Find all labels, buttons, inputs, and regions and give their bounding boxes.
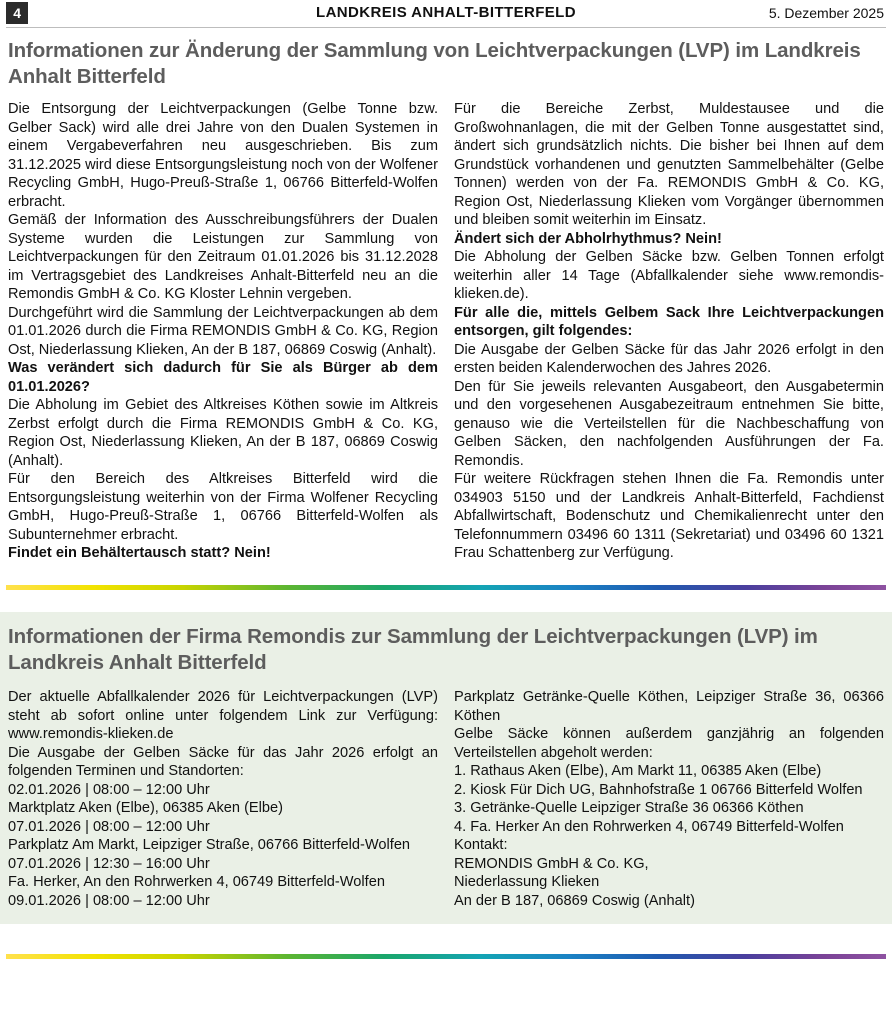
pickup-location: Parkplatz Getränke-Quelle Köthen, Leipziger Straße 36, 06366 Köthen — [454, 689, 884, 724]
publication-title: LANDKREIS ANHALT-BITTERFELD — [316, 4, 576, 21]
pickup-date: 07.01.2026 | 12:30 – 16:00 Uhr — [8, 855, 210, 872]
paragraph: Der aktuelle Abfallkalender 2026 für Leichtverpackungen (LVP) steht ab sofort online unter folgendem Link zur Verfügung: www.remondis-klieken.de — [8, 689, 438, 743]
paragraph: Die Entsorgung der Leichtverpackungen (Gelbe Tonne bzw. Gelber Sack) wird alle drei Jahre von den Dualen Systemen in einem Vergabeverfahren neu ausgeschrieben. Bis zum 31.12.2025 wird diese Entsorgungsleistung noch von der Wolfener Recycling GmbH, Hugo-Preuß-Straße 1, 06766 Bitterfeld-Wolfen erbracht. — [8, 101, 438, 210]
paragraph: Gelbe Säcke können außerdem ganzjährig an folgenden Verteilstellen abgeholt werden: — [454, 726, 884, 761]
paragraph: Den für Sie jeweils relevanten Ausgabeort, den Ausgabetermin und den vorgesehenen Ausgabezeitraum entnehmen Sie bitte, genauso wie die Verteilstellen für die Nachbeschaffung von Gelben Säcken, den nachfolgenden Ausführungen der Fa. Remondis. — [454, 378, 884, 469]
article2-right-column — [454, 688, 884, 910]
contact-branch: Niederlassung Klieken — [454, 874, 600, 891]
contact-address: An der B 187, 06869 Coswig (Anhalt) — [454, 892, 695, 909]
pickup-location: Fa. Herker, An den Rohrwerken 4, 06749 Bitterfeld-Wolfen — [8, 874, 385, 891]
article-remondis-info — [0, 612, 892, 924]
contact-label: Kontakt: — [454, 837, 508, 854]
section-gap — [0, 924, 892, 954]
rainbow-divider-bottom — [6, 954, 886, 959]
article2-title: Informationen der Firma Remondis zur Sammlung der Leichtverpackungen (LVP) im Landkreis Anhalt Bitterfeld — [8, 624, 818, 675]
paragraph: Für weitere Rückfragen stehen Ihnen die Fa. Remondis unter 034903 5150 und der Landkreis Anhalt-Bitterfeld, Fachdienst Abfallwirtschaft, Bodenschutz und Chemikalienrecht unter den Telefonnummern 03496 60 1311 (Sekretariat) und 03496 60 1321 Frau Schattenberg zur Verfügung. — [454, 471, 884, 562]
article2-left-column — [8, 688, 438, 910]
section-gap — [0, 590, 892, 612]
masthead-divider — [6, 27, 886, 28]
article2-columns — [8, 688, 884, 910]
article1-right-column — [454, 100, 884, 563]
paragraph: Für den Bereich des Altkreises Bitterfeld wird die Entsorgungsleistung weiterhin von der Firma Wolfener Recycling GmbH, Hugo-Preuß-Straße 1, 06766 Bitterfeld-Wolfen als Subunternehmer erbracht. — [8, 471, 438, 543]
article-lvp-change — [0, 38, 892, 563]
pickup-date: 09.01.2026 | 08:00 – 12:00 Uhr — [8, 892, 210, 909]
pickup-location: Marktplatz Aken (Elbe), 06385 Aken (Elbe) — [8, 800, 283, 817]
paragraph: Die Abholung der Gelben Säcke bzw. Gelben Tonnen erfolgt weiterhin aller 14 Tage (Abfallkalender siehe www.remondis-klieken.de). — [454, 249, 884, 303]
paragraph-heading: Ändert sich der Abholrhythmus? Nein! — [454, 230, 722, 247]
paragraph-heading: Was verändert sich dadurch für Sie als Bürger ab dem 01.01.2026? — [8, 360, 438, 395]
paragraph: Für die Bereiche Zerbst, Muldestausee und die Großwohnanlagen, die mit der Gelben Tonne ausgestattet sind, ändert sich grundsätzlich nichts. Die bisher bei Ihnen auf dem Grundstück vorhandenen und genutzten Sammelbehälter (Gelbe Tonnen) werden von der Fa. REMONDIS GmbH & Co. KG, Region Ost, Niederlassung Klieken vom Vorgänger übernommen und bleiben somit weiterhin im Einsatz. — [454, 101, 884, 229]
section-gap — [0, 563, 892, 585]
distribution-point: 3. Getränke-Quelle Leipziger Straße 36 06366 Köthen — [454, 800, 804, 817]
article1-columns — [8, 100, 884, 563]
publication-date: 5. Dezember 2025 — [768, 5, 884, 21]
article1-title: Informationen zur Änderung der Sammlung von Leichtverpackungen (LVP) im Landkreis Anhalt Bitterfeld — [8, 39, 861, 89]
contact-company: REMONDIS GmbH & Co. KG, — [454, 855, 649, 872]
article1-left-column — [8, 100, 438, 563]
distribution-point: 4. Fa. Herker An den Rohrwerken 4, 06749 Bitterfeld-Wolfen — [454, 818, 844, 835]
paragraph: Die Abholung im Gebiet des Altkreises Köthen sowie im Altkreis Zerbst erfolgt durch die Firma REMONDIS GmbH & Co. KG, Region Ost, Niederlassung Klieken, An der B 187, 06869 Coswig (Anhalt). — [8, 397, 438, 469]
masthead — [0, 0, 892, 30]
paragraph: Durchgeführt wird die Sammlung der Leichtverpackungen ab dem 01.01.2026 durch die Firma REMONDIS GmbH & Co. KG, Region Ost, Niederlassung Klieken, An der B 187, 06869 Coswig (Anhalt). — [8, 304, 438, 358]
paragraph: Die Ausgabe der Gelben Säcke für das Jahr 2026 erfolgt in den ersten beiden Kalenderwochen des Jahres 2026. — [454, 341, 884, 377]
paragraph-heading: Für alle die, mittels Gelbem Sack Ihre Leichtverpackungen entsorgen, gilt folgendes: — [454, 304, 884, 340]
pickup-date: 07.01.2026 | 08:00 – 12:00 Uhr — [8, 818, 210, 835]
page-number-badge: 4 — [6, 2, 28, 24]
paragraph: Die Ausgabe der Gelben Säcke für das Jahr 2026 erfolgt an folgenden Terminen und Standorten: — [8, 744, 438, 780]
distribution-point: 2. Kiosk Für Dich UG, Bahnhofstraße 1 06766 Bitterfeld Wolfen — [454, 781, 863, 798]
paragraph-heading: Findet ein Behältertausch statt? Nein! — [8, 545, 271, 562]
distribution-point: 1. Rathaus Aken (Elbe), Am Markt 11, 06385 Aken (Elbe) — [454, 763, 822, 780]
pickup-date: 02.01.2026 | 08:00 – 12:00 Uhr — [8, 781, 210, 798]
paragraph: Gemäß der Information des Ausschreibungsführers der Dualen Systeme wurden die Leistungen zur Sammlung von Leichtverpackungen für den Zeitraum 01.01.2026 bis 31.12.2028 im Vertragsgebiet des Landkreises Anhalt-Bitterfeld neu an die Remondis GmbH & Co. KG Kloster Lehnin vergeben. — [8, 212, 438, 303]
pickup-location: Parkplatz Am Markt, Leipziger Straße, 06766 Bitterfeld-Wolfen — [8, 837, 411, 854]
